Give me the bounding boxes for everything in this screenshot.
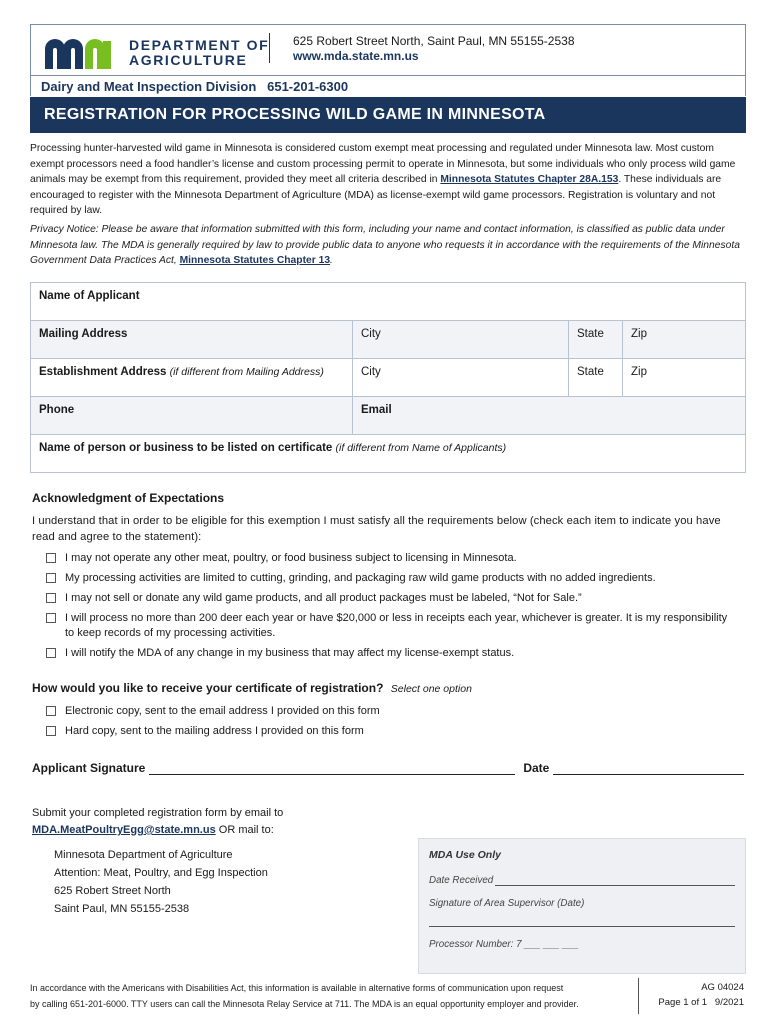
signature-row [32, 761, 744, 775]
applicant-name-field[interactable]: Name of Applicant [31, 283, 746, 321]
checklist-text: I may not sell or donate any wild game products, and all product packages must be labeled, “Not for Sale.” [65, 592, 582, 604]
acknowledgment-checkbox[interactable] [46, 613, 56, 623]
logo-line-2: AGRICULTURE [129, 52, 248, 68]
statute-13-link[interactable]: Minnesota Statutes Chapter 13 [179, 255, 331, 267]
address-line: Minnesota Department of Agriculture [54, 849, 233, 861]
processor-number-label: Processor Number: 7 ___ ___ ___ [429, 939, 579, 950]
form-id: AG 04024 [701, 982, 744, 993]
acknowledgment-checkbox[interactable] [46, 573, 56, 583]
mailing-zip-field[interactable]: Zip [623, 321, 746, 359]
acknowledgment-heading: Acknowledgment of Expectations [32, 491, 225, 505]
acknowledgment-checkbox[interactable] [46, 553, 56, 563]
ada-notice [30, 980, 630, 1012]
privacy-text: Privacy Notice: Please be aware that information submitted with this form, including your name and contact information, is classified as public data under Minnesota law. The MDA is generally required by law to provide public data to anyone who requests it in accordance with the requirements of the Minnesota Government Data Practices Act, [30, 224, 740, 267]
certificate-name-label: Name of person or business to be listed on certificate [39, 442, 333, 454]
acknowledgment-checkbox[interactable] [46, 648, 56, 658]
checklist-text: My processing activities are limited to cutting, grinding, and packaging raw wild game products with no added ingredients. [65, 572, 656, 584]
date-received-row [429, 875, 735, 886]
acknowledgment-intro: I understand that in order to be eligible for this exemption I must satisfy all the requirements below (check each item to indicate you have read and agree to the statement): [32, 515, 721, 543]
mda-use-heading: MDA Use Only [429, 849, 501, 861]
intro-text-after: . These individuals are encouraged to register with the Minnesota Department of Agriculture (MDA) as license-exempt wild game processors. Registration is voluntary and not required by law. [30, 174, 722, 217]
division-bar: Dairy and Meat Inspection Division 651-201-6300 [31, 75, 745, 97]
list-item [46, 571, 736, 586]
list-item [46, 611, 736, 641]
intro-paragraph [30, 141, 742, 219]
checklist-text: I may not operate any other meat, poultry, or food business subject to licensing in Minnesota. [65, 552, 517, 564]
certificate-name-note: (if different from Name of Applicants) [335, 442, 507, 454]
certificate-hint: Select one option [390, 683, 472, 695]
ada-line-2: by calling 651-201-6000. TTY users can call the Minnesota Relay Service at 711. The MDA is an equal opportunity employer and provider. [30, 999, 579, 1009]
establishment-city-field[interactable]: City [353, 359, 569, 397]
list-item [46, 646, 736, 661]
page-number: Page 1 of 1 9/2021 [658, 997, 744, 1008]
mn-logo-icon [43, 35, 119, 71]
option-text: Hard copy, sent to the mailing address I provided on this form [65, 725, 364, 737]
logo-line-1: DEPARTMENT OF [129, 37, 270, 53]
ada-line-1: In accordance with the Americans with Disabilities Act, this information is available in alternative forms of communication upon request [30, 983, 564, 993]
footer-divider [638, 978, 639, 1014]
intro-text: Processing hunter-harvested wild game in Minnesota is considered custom exempt meat processing and regulated under Minnesota law. Most custom exempt processors need a food handler’s license and custom processing permit to operate in Minnesota, but some individuals who only process wild game animals may be exempt from this requirement, provided they meet all criteria described in [30, 143, 736, 186]
mda-logo [43, 35, 269, 71]
street-address: 625 Robert Street North, Saint Paul, MN 55155-2538 [293, 34, 575, 48]
electronic-copy-checkbox[interactable] [46, 706, 56, 716]
establishment-address-note: (if different from Mailing Address) [169, 366, 324, 378]
applicant-info-table [30, 282, 746, 473]
mda-use-only-box [418, 838, 746, 974]
mailing-state-field[interactable]: State [569, 321, 623, 359]
footer-form-info [658, 980, 744, 1010]
list-item [46, 724, 736, 739]
or-mail-text: OR mail to: [215, 824, 274, 836]
list-item [46, 591, 736, 606]
date-line[interactable] [553, 761, 744, 775]
signature-label: Applicant Signature [32, 761, 146, 775]
establishment-state-field[interactable]: State [569, 359, 623, 397]
supervisor-signature-label: Signature of Area Supervisor (Date) [429, 898, 585, 909]
certificate-heading [32, 681, 472, 695]
address-line: 625 Robert Street North [54, 885, 171, 897]
date-received-label: Date Received [429, 875, 494, 886]
email-field[interactable]: Email [353, 397, 746, 435]
address-line: Attention: Meat, Poultry, and Egg Inspection [54, 867, 268, 879]
date-label: Date [523, 761, 550, 775]
statute-28a-link[interactable]: Minnesota Statutes Chapter 28A.153 [440, 174, 619, 186]
list-item [46, 551, 736, 566]
certificate-options [46, 704, 736, 744]
mailing-address-block [54, 846, 268, 918]
acknowledgment-checklist [46, 551, 736, 666]
signature-line[interactable] [149, 761, 515, 775]
establishment-zip-field[interactable]: Zip [623, 359, 746, 397]
header-address [293, 34, 575, 64]
hard-copy-checkbox[interactable] [46, 726, 56, 736]
phone-field[interactable]: Phone [31, 397, 353, 435]
certificate-name-field[interactable] [31, 435, 746, 473]
establishment-address-field[interactable] [31, 359, 353, 397]
privacy-text-after: . [330, 255, 333, 267]
header-divider [269, 33, 270, 63]
mailing-city-field[interactable]: City [353, 321, 569, 359]
option-text: Electronic copy, sent to the email address I provided on this form [65, 705, 380, 717]
mailing-address-field[interactable]: Mailing Address [31, 321, 353, 359]
document-header [30, 24, 746, 96]
date-received-line[interactable] [495, 875, 735, 886]
acknowledgment-checkbox[interactable] [46, 593, 56, 603]
address-line: Saint Paul, MN 55155-2538 [54, 903, 190, 915]
list-item [46, 704, 736, 719]
checklist-text: I will process no more than 200 deer each year or have $20,000 or less in receipts each year, whichever is greater. It is my responsibility to keep records of my processing activities. [65, 612, 728, 639]
certificate-question: How would you like to receive your certificate of registration? [32, 681, 384, 695]
page-title: REGISTRATION FOR PROCESSING WILD GAME IN MINNESOTA [30, 97, 746, 133]
submit-email-link[interactable]: MDA.MeatPoultryEgg@state.mn.us [32, 824, 216, 836]
submit-instructions [32, 805, 283, 839]
submit-line: Submit your completed registration form by email to [32, 807, 284, 819]
website-link[interactable]: www.mda.state.mn.us [293, 49, 419, 63]
supervisor-signature-line[interactable] [429, 909, 735, 927]
privacy-notice [30, 222, 746, 269]
checklist-text: I will notify the MDA of any change in my business that may affect my license-exempt status. [65, 647, 515, 659]
establishment-address-label: Establishment Address [39, 366, 167, 378]
